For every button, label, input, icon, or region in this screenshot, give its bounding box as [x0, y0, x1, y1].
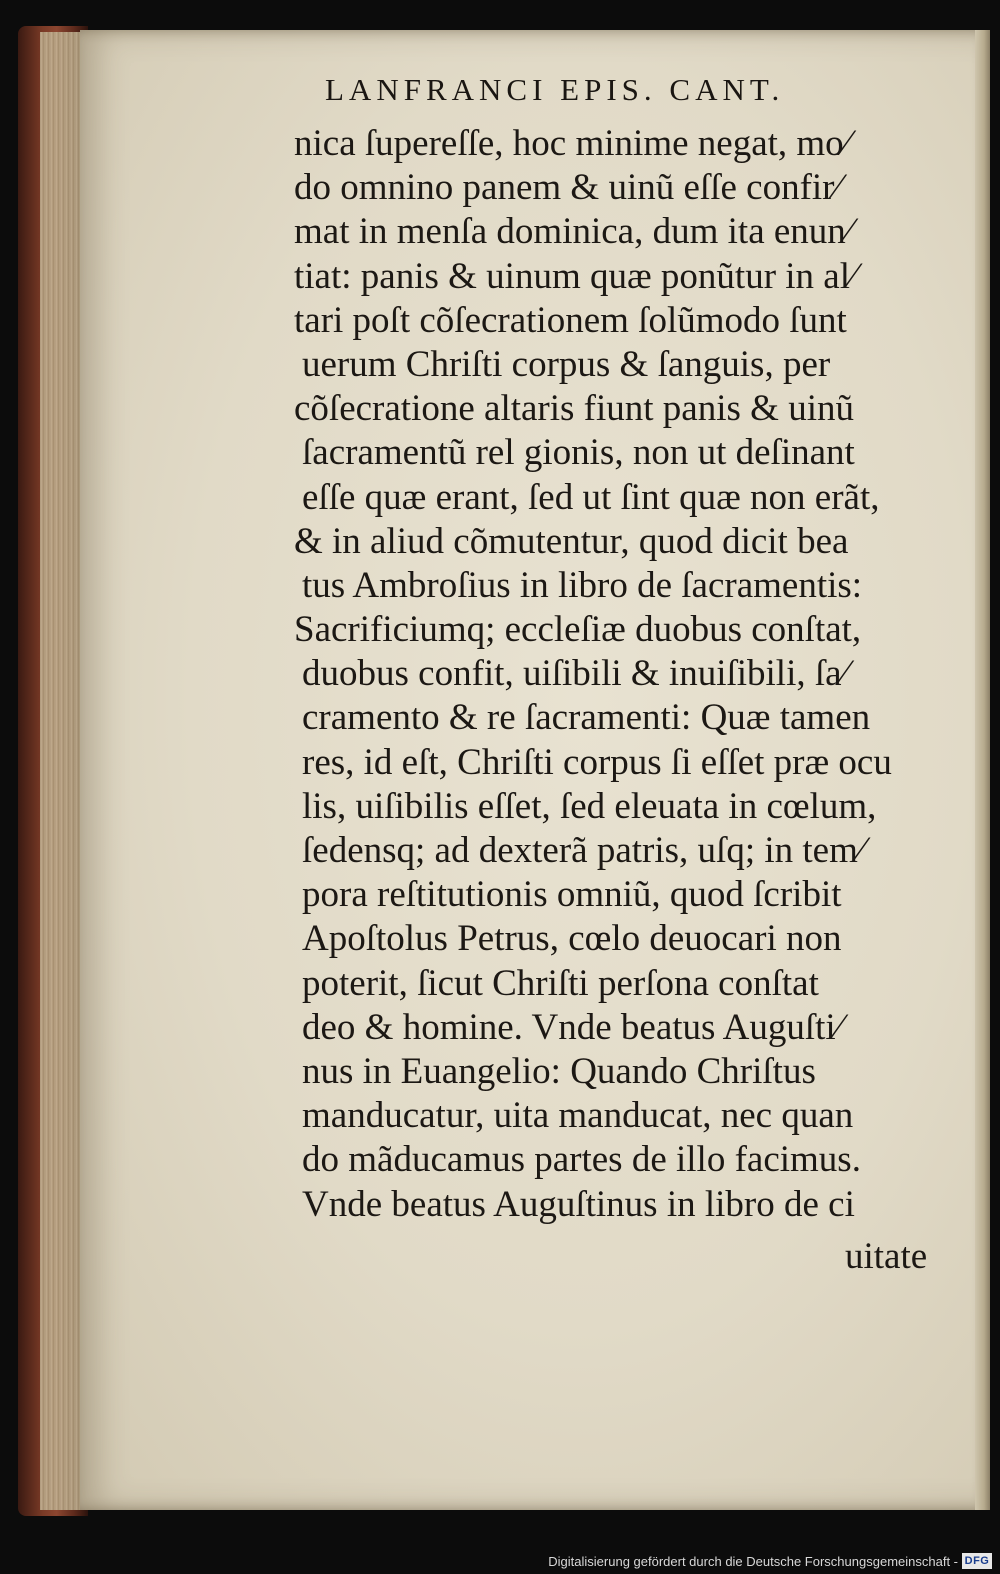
text-line: do mãducamus partes de illo facimus. [302, 1139, 861, 1181]
text-line: mat in menſa dominica, dum ita enun⁄ [294, 211, 852, 253]
text-line: pora reſtitutionis omniũ, quod ſcribit [302, 874, 842, 916]
running-head: LANFRANCI EPIS. CANT. [325, 72, 785, 107]
text-line: Apoſtolus Petrus, cœlo deuocari non [302, 918, 842, 960]
dfg-logo: DFG [962, 1553, 992, 1569]
text-line: deo & homine. Vnde beatus Auguſti⁄ [302, 1006, 842, 1048]
text-line: eſſe quæ erant, ſed ut ſint quæ non erãt, [302, 476, 880, 518]
text-line: res, id eſt, Chriſti corpus ſi eſſet præ ocu [302, 741, 892, 783]
text-line: tari poſt cõſecrationem ſolũmodo ſunt [294, 299, 847, 341]
page-text [294, 122, 954, 1227]
text-line: nica ſupereſſe, hoc minime negat, mo⁄ [294, 123, 850, 164]
text-line: ſacramentũ rel gionis, non ut deſinant [302, 432, 855, 474]
text-line: cõſecratione altaris fiunt panis & uinũ [294, 388, 854, 430]
text-line: & in aliud cõmutentur, quod dicit bea [294, 520, 849, 562]
text-line: Sacrificiumq; eccleſiæ duobus conſtat, [294, 609, 862, 651]
text-line: lis, uiſibilis eſſet, ſed eleuata in cœlum, [302, 785, 877, 827]
text-line: ſedensq; ad dexterã patris, uſq; in tem⁄ [302, 830, 865, 871]
text-line: tiat: panis & uinum quæ ponũtur in al⁄ [294, 255, 857, 297]
text-line: manducatur, uita manducat, nec quan [302, 1095, 854, 1137]
text-line: tus Ambroſius in libro de ſacramentis: [302, 564, 863, 606]
text-line: nus in Euangelio: Quando Chriſtus [302, 1050, 816, 1092]
text-line: poterit, ſicut Chriſti perſona conſtat [302, 962, 819, 1004]
text-line: do omnino panem & uinũ eſſe confir⁄ [294, 167, 841, 209]
page-gutter-edge [975, 30, 990, 1510]
text-line: uerum Chriſti corpus & ſanguis, per [302, 343, 831, 385]
text-line: duobus confit, uiſibili & inuiſibili, ſa⁄ [302, 653, 848, 695]
text-line: Vnde beatus Auguſtinus in libro de ci [302, 1183, 855, 1225]
digitization-credit: Digitalisierung gefördert durch die Deutsche Forschungsgemeinschaft - [548, 1554, 958, 1569]
text-line: cramento & re ſacramenti: Quæ tamen [302, 697, 871, 739]
catchword: uitate [845, 1236, 928, 1277]
